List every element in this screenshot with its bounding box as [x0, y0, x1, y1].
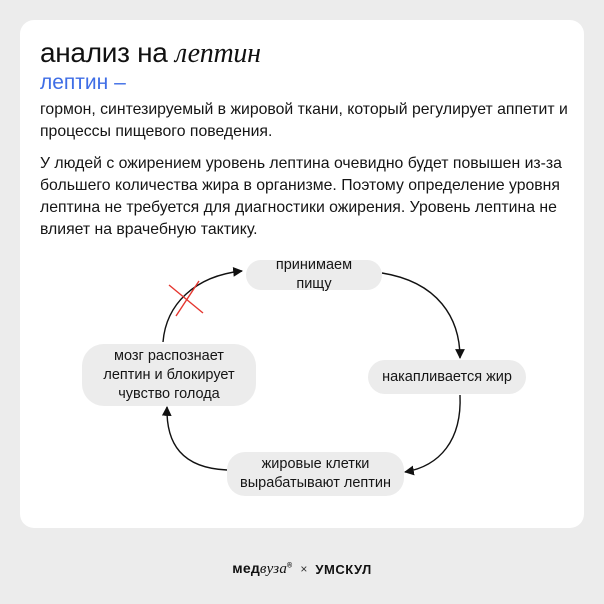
arrow-eat-to-fat: [382, 273, 460, 358]
title-italic: лептин: [175, 38, 261, 69]
brand-logo: медвуза®: [232, 560, 293, 577]
footer-brand: [0, 560, 604, 578]
node-fat: накапливается жир: [368, 360, 526, 394]
broken-link-cross-icon: [169, 281, 203, 316]
arrow-cells-to-brain: [167, 407, 227, 470]
node-brain: мозг распознает лептин и блокирует чувство голода: [82, 344, 256, 406]
arrow-fat-to-cells: [405, 395, 460, 472]
definition-paragraph: гормон, синтезируемый в жировой ткани, который регулирует аппетит и процессы пищевого поведения.: [40, 101, 568, 140]
term-heading: лептин –: [40, 71, 126, 94]
node-fat-cells: жировые клетки вырабатывают лептин: [227, 452, 404, 496]
explanation-paragraph: У людей с ожирением уровень лептина очевидно будет повышен из-за большего количества жира в организме. Поэтому определение уровня лептина не требуется для диагностики ожирения. Уровень лептина не влияет на врачебную тактику.: [40, 155, 562, 238]
partner-logo: УМСКУЛ: [315, 561, 372, 577]
brand-separator: ×: [300, 562, 308, 576]
title-main: анализ на: [40, 37, 168, 68]
arrow-brain-to-eat: [163, 271, 242, 342]
node-eat: принимаем пищу: [246, 260, 382, 290]
